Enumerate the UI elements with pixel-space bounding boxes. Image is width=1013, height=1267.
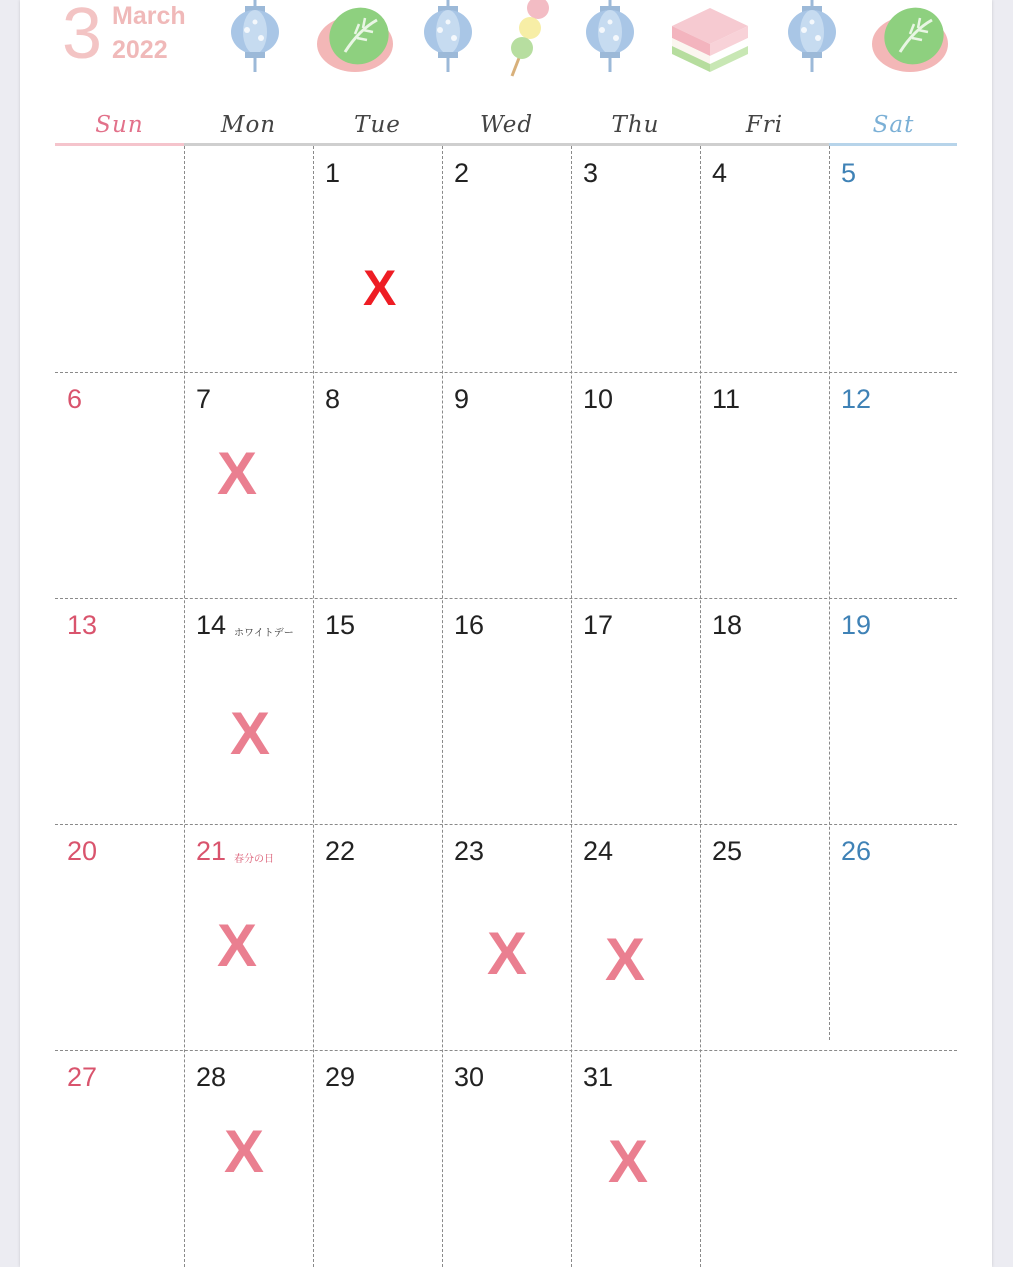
day-number: 13 (67, 610, 98, 640)
day-cell[interactable] (700, 146, 829, 372)
calendar-sheet (20, 0, 992, 1267)
day-number: 27 (67, 1062, 98, 1092)
day-cell[interactable] (829, 372, 958, 598)
sakura-mochi-icon (870, 0, 950, 80)
day-note: 春分の日 (234, 854, 274, 865)
day-number: 16 (454, 610, 485, 640)
day-cell[interactable] (442, 146, 571, 372)
x-mark: X (217, 912, 258, 979)
day-number: 9 (454, 384, 470, 414)
day-cell[interactable] (829, 146, 958, 372)
day-cell[interactable] (829, 598, 958, 824)
day-number: 1 (325, 158, 341, 188)
day-number: 2 (454, 158, 470, 188)
day-number: 25 (712, 836, 743, 866)
lantern-icon (782, 0, 842, 80)
day-number: 15 (325, 610, 356, 640)
column-divider (700, 146, 701, 1267)
weekday-mon: Mon (220, 112, 277, 138)
lantern-icon (418, 0, 478, 80)
lantern-icon (580, 0, 640, 80)
day-cell[interactable] (571, 598, 700, 824)
day-number: 14 (196, 610, 227, 640)
day-number: 19 (841, 610, 872, 640)
day-cell[interactable] (829, 1050, 958, 1267)
day-cell[interactable] (313, 1050, 442, 1267)
weekday-header (55, 112, 957, 146)
column-divider (184, 146, 185, 1267)
day-number: 31 (583, 1062, 614, 1092)
day-cell[interactable] (700, 598, 829, 824)
day-number: 22 (325, 836, 356, 866)
hishi-mochi-icon (668, 0, 752, 80)
day-number: 28 (196, 1062, 227, 1092)
sakura-mochi-icon (315, 0, 395, 80)
x-mark: X (224, 1118, 265, 1185)
day-cell[interactable] (700, 824, 829, 1050)
day-cell[interactable] (184, 1050, 313, 1267)
column-divider (829, 146, 830, 1040)
day-number: 10 (583, 384, 614, 414)
month-number: 3 (62, 0, 103, 74)
day-number: 18 (712, 610, 743, 640)
day-cell[interactable] (184, 598, 313, 824)
x-mark: X (363, 260, 397, 316)
day-number: 17 (583, 610, 614, 640)
day-cell[interactable] (700, 372, 829, 598)
day-cell[interactable] (55, 824, 184, 1050)
day-number: 26 (841, 836, 872, 866)
day-cell[interactable] (571, 146, 700, 372)
day-number: 7 (196, 384, 212, 414)
day-number: 3 (583, 158, 599, 188)
x-mark: X (608, 1128, 649, 1195)
day-cell[interactable] (55, 146, 184, 372)
day-cell[interactable] (55, 372, 184, 598)
day-number: 21 (196, 836, 227, 866)
day-cell[interactable] (700, 1050, 829, 1267)
column-divider (571, 146, 572, 1267)
day-cell[interactable] (442, 598, 571, 824)
year-label: 2022 (112, 36, 168, 64)
day-cell[interactable] (442, 824, 571, 1050)
day-number: 5 (841, 158, 857, 188)
x-mark: X (217, 440, 258, 507)
day-note: ホワイトデー (234, 628, 294, 639)
day-number: 12 (841, 384, 872, 414)
column-divider (313, 146, 314, 1267)
row-divider (55, 598, 957, 599)
column-divider (442, 146, 443, 1267)
x-mark: X (230, 700, 271, 767)
day-number: 8 (325, 384, 341, 414)
day-cell[interactable] (829, 824, 958, 1050)
lantern-icon (225, 0, 285, 80)
day-number: 23 (454, 836, 485, 866)
day-cell[interactable] (313, 372, 442, 598)
day-number: 29 (325, 1062, 356, 1092)
month-name: March (112, 2, 186, 30)
day-number: 30 (454, 1062, 485, 1092)
calendar-grid (55, 146, 957, 1267)
row-divider (55, 824, 957, 825)
row-divider (55, 1050, 957, 1051)
weekday-sat: Sat (872, 112, 915, 138)
day-cell[interactable] (442, 372, 571, 598)
day-number: 24 (583, 836, 614, 866)
dango-icon (498, 0, 558, 80)
day-cell[interactable] (571, 372, 700, 598)
day-cell[interactable] (442, 1050, 571, 1267)
weekday-tue: Tue (354, 112, 401, 138)
day-number: 6 (67, 384, 83, 414)
day-cell[interactable] (184, 372, 313, 598)
day-number: 11 (712, 384, 741, 414)
weekday-fri: Fri (745, 112, 784, 138)
day-cell[interactable] (313, 146, 442, 372)
weekday-wed: Wed (479, 112, 534, 138)
weekday-sun: Sun (95, 112, 144, 138)
day-cell[interactable] (55, 598, 184, 824)
day-number: 20 (67, 836, 98, 866)
x-mark: X (605, 926, 646, 993)
day-cell[interactable] (313, 598, 442, 824)
day-cell[interactable] (313, 824, 442, 1050)
day-cell[interactable] (55, 1050, 184, 1267)
day-cell[interactable] (184, 146, 313, 372)
weekday-thu: Thu (611, 112, 660, 138)
day-cell[interactable] (184, 824, 313, 1050)
day-number: 4 (712, 158, 728, 188)
x-mark: X (487, 920, 528, 987)
row-divider (55, 372, 957, 373)
day-cell[interactable] (571, 824, 700, 1050)
day-cell[interactable] (571, 1050, 700, 1267)
